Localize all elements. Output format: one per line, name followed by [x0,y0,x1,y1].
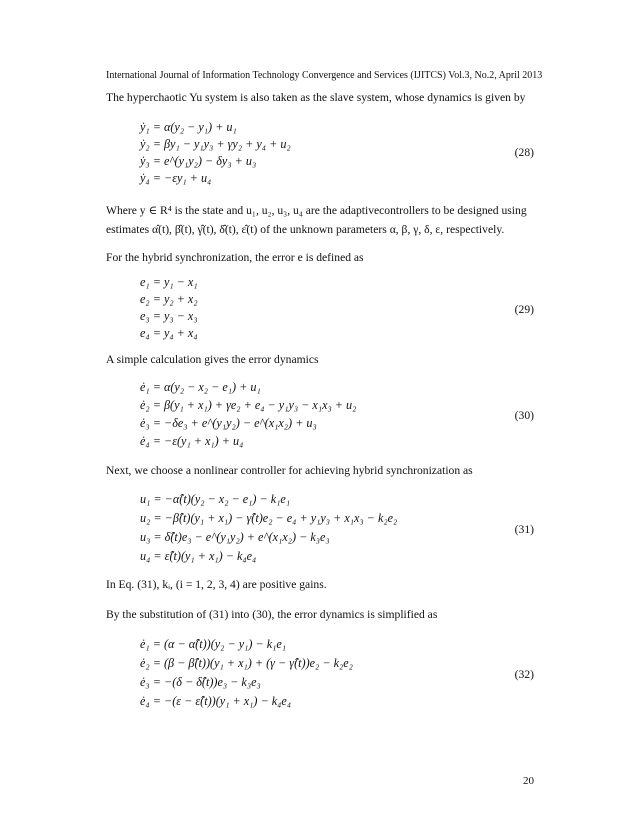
equation-30-line-3: ė₃ = −δe₃ + e^(y₁y₂) − e^(x₁x₂) + u₃ [140,416,317,430]
equation-28-line-1: ẏ₁ = α(y₂ − y₁) + u₁ [140,120,237,134]
equation-29-number: (29) [514,303,534,316]
paragraph-positive-gains: In Eq. (31), kᵢ, (i = 1, 2, 3, 4) are positive gains. [106,578,327,591]
equation-29-line-1: e₁ = y₁ − x₁ [140,275,198,289]
equation-28-line-3: ẏ₃ = e^(y₁y₂) − δy₃ + u₃ [140,154,257,168]
equation-29-line-2: e₂ = y₂ + x₂ [140,292,198,306]
equation-32-line-4: ė₄ = −(ε − ε̂(t))(y₁ + x₁) − k₄e₄ [140,694,292,708]
equation-30-line-1: ė₁ = α(y₂ − x₂ − e₁) + u₁ [140,380,261,394]
paragraph-substitution: By the substitution of (31) into (30), the error dynamics is simplified as [106,608,438,621]
equation-29-line-4: e₄ = y₄ + x₄ [140,326,198,340]
equation-29-line-3: e₃ = y₃ − x₃ [140,309,198,323]
equation-31-line-2: u₂ = −β̂(t)(y₁ + x₁) − γ̂(t)e₂ − e₄ + y₁y₃ + x₁x₃ − k₂e₂ [140,511,398,525]
paragraph-error-dynamics: A simple calculation gives the error dynamics [106,353,319,366]
paragraph-slave-system: The hyperchaotic Yu system is also taken as the slave system, whose dynamics is given by [106,91,526,104]
journal-header: International Journal of Information Technology Convergence and Services (IJITCS) Vol.3, No.2, April 2013 [106,70,543,81]
page-number: 20 [523,775,534,787]
equation-31-line-3: u₃ = δ̂(t)e₃ − e^(y₁y₂) + e^(x₁x₂) − k₃e₃ [140,530,330,544]
paragraph-state-controllers-line-1: Where y ∈ R⁴ is the state and u₁, u₂, u₃, u₄ are the adaptivecontrollers to be designed using [106,204,527,217]
paragraph-error-definition: For the hybrid synchronization, the error e is defined as [106,251,364,264]
equation-31-number: (31) [514,523,534,536]
equation-28-line-4: ẏ₄ = −εy₁ + u₄ [140,171,212,185]
equation-30-number: (30) [514,409,534,422]
equation-32-line-2: ė₂ = (β − β̂(t))(y₁ + x₁) + (γ − γ̂(t))e₂ − k₂e₂ [140,656,353,670]
paragraph-state-controllers-line-2: estimates α̂(t), β̂(t), γ̂(t), δ̂(t), ε̂(t) of the unknown parameters α, β, γ, δ, ε, respectively. [106,223,505,236]
equation-30-line-4: ė₄ = −ε(y₁ + x₁) + u₄ [140,434,244,448]
equation-32-line-1: ė₁ = (α − α̂(t))(y₂ − y₁) − k₁e₁ [140,637,287,651]
equation-31-line-1: u₁ = −α̂(t)(y₂ − x₂ − e₁) − k₁e₁ [140,492,291,506]
equation-30-line-2: ė₂ = β(y₁ + x₁) + γe₂ + e₄ − y₁y₃ − x₁x₃ + u₂ [140,398,357,412]
paragraph-controller-choice: Next, we choose a nonlinear controller for achieving hybrid synchronization as [106,464,473,477]
equation-28-number: (28) [514,146,534,159]
equation-28-line-2: ẏ₂ = βy₁ − y₁y₃ + γy₂ + y₄ + u₂ [140,137,291,151]
equation-31-line-4: u₄ = ε̂(t)(y₁ + x₁) − k₄e₄ [140,549,257,563]
equation-32-line-3: ė₃ = −(δ − δ̂(t))e₃ − k₃e₃ [140,675,261,689]
equation-32-number: (32) [514,668,534,681]
